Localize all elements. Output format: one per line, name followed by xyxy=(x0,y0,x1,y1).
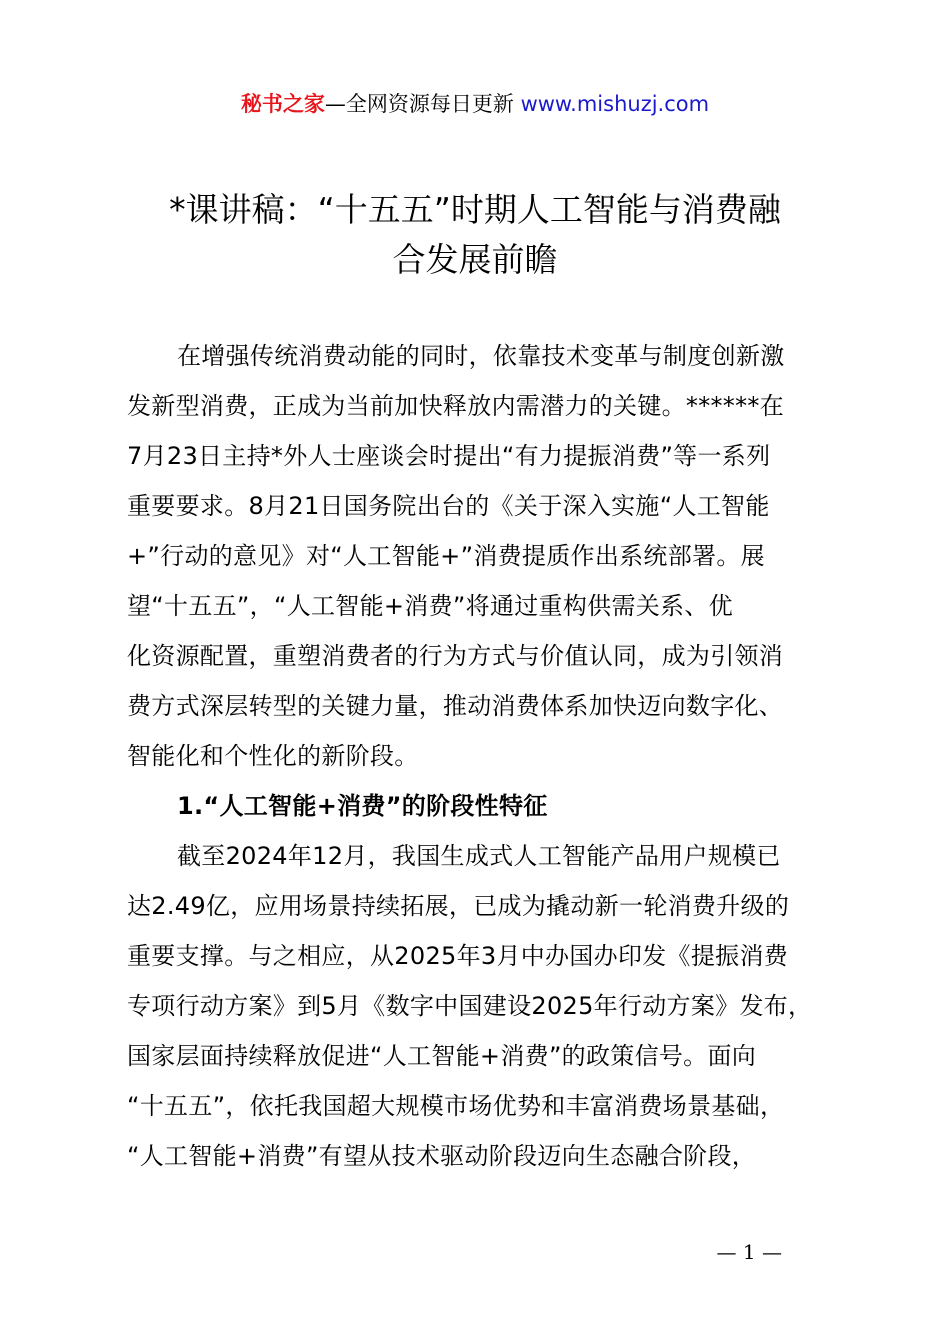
body-line-8: 费方式深层转型的关键力量，推动消费体系加快迈向数字化、 xyxy=(127,692,784,720)
body-line-3: 7月23日主持*外人士座谈会时提出“有力提振消费”等一系列 xyxy=(127,442,771,470)
title-line-2: 合发展前瞻 xyxy=(392,240,558,279)
body-line-13: 重要支撑。与之相应，从2025年3月中办国办印发《提振消费 xyxy=(127,942,789,970)
body-line-4: 重要要求。8月21日国务院出台的《关于深入实施“人工智能 xyxy=(127,492,770,520)
body-line-11: 截至2024年12月，我国生成式人工智能产品用户规模已 xyxy=(177,842,781,870)
body-line-7: 化资源配置，重塑消费者的行为方式与价值认同，成为引领消 xyxy=(127,642,784,670)
body-line-9: 智能化和个性化的新阶段。 xyxy=(127,742,419,770)
brand-name: 秘书之家 xyxy=(240,92,325,116)
document-body xyxy=(127,331,835,1181)
body-line-15: 国家层面持续释放促进“人工智能+消费”的政策信号。面向 xyxy=(127,1042,757,1070)
site-url-link[interactable]: www.mishuzj.com xyxy=(520,92,710,116)
body-line-12: 达2.49亿，应用场景持续拓展，已成为撬动新一轮消费升级的 xyxy=(127,892,790,920)
body-line-6: 望“十五五”，“人工智能+消费”将通过重构供需关系、优 xyxy=(127,592,733,620)
section-heading-1: 1.“人工智能+消费”的阶段性特征 xyxy=(177,792,548,820)
header-tagline: —全网资源每日更新 xyxy=(324,92,521,116)
document-title xyxy=(100,185,850,285)
page-number: — 1 — xyxy=(716,1240,782,1264)
title-line-1: *课讲稿：“十五五”时期人工智能与消费融 xyxy=(169,190,781,229)
body-line-1: 在增强传统消费动能的同时，依靠技术变革与制度创新激 xyxy=(177,342,785,370)
body-line-2: 发新型消费，正成为当前加快释放内需潜力的关键。******在 xyxy=(127,392,784,420)
body-line-5: +”行动的意见》对“人工智能+”消费提质作出系统部署。展 xyxy=(127,542,765,570)
body-line-14: 专项行动方案》到5月《数字中国建设2025年行动方案》发布， xyxy=(127,992,813,1020)
site-header xyxy=(0,86,950,122)
body-line-17: “人工智能+消费”有望从技术驱动阶段迈向生态融合阶段， xyxy=(127,1142,757,1170)
body-line-16: “十五五”，依托我国超大规模市场优势和丰富消费场景基础， xyxy=(127,1092,785,1120)
